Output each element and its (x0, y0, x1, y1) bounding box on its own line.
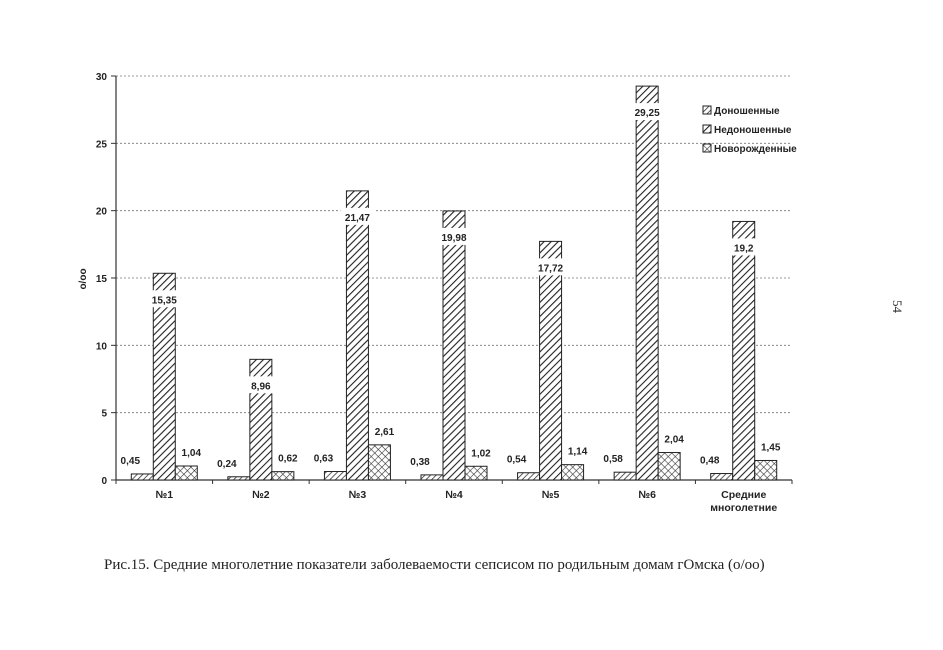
bar-diagonal-hatch (443, 211, 465, 480)
data-label: 1,14 (567, 446, 588, 458)
data-label: 0,38 (410, 456, 430, 468)
bar-fine-hatch (421, 475, 443, 480)
legend-label: Доношенные (714, 106, 780, 117)
category-label: №3 (348, 489, 367, 501)
category-label: №6 (638, 489, 656, 501)
figure-caption: Рис.15. Средние многолетние показатели заболеваемости сепсисом по родильным домам гОмска (о/оо) (104, 557, 765, 573)
data-label: 0,54 (506, 454, 527, 466)
data-label: 19,98 (441, 232, 467, 244)
data-label: 19,2 (733, 243, 754, 255)
legend-swatch (703, 144, 711, 152)
bar-crosshatch (658, 453, 680, 480)
category-label: №4 (445, 489, 463, 501)
legend-swatch (703, 125, 711, 133)
data-label: 0,24 (217, 458, 237, 470)
category-label: №5 (541, 489, 560, 501)
data-label: 17,72 (538, 263, 564, 275)
data-label: 0,48 (699, 455, 720, 467)
y-tick-label: 10 (95, 341, 107, 353)
bar-fine-hatch (228, 477, 250, 480)
category-label: №1 (155, 489, 174, 501)
data-label: 1,45 (760, 442, 781, 454)
bar-fine-hatch (131, 474, 153, 480)
bar-fine-hatch (711, 474, 733, 480)
bar-diagonal-hatch (540, 241, 562, 480)
bar-fine-hatch (518, 473, 540, 480)
bar-crosshatch (755, 460, 777, 480)
bar-fine-hatch (614, 472, 636, 480)
bar-crosshatch (562, 465, 584, 480)
y-tick-label: 0 (101, 476, 107, 487)
y-tick-label: 15 (95, 274, 107, 285)
page-number: 54 (890, 300, 905, 313)
bar-diagonal-hatch (636, 86, 658, 480)
bar-crosshatch (272, 472, 294, 480)
data-label: 0,63 (313, 453, 334, 465)
legend-label: Недоношенные (714, 125, 792, 136)
bars (131, 86, 776, 480)
bar-diagonal-hatch (733, 221, 755, 480)
data-label: 0,62 (278, 453, 298, 465)
data-label: 29,25 (634, 108, 660, 120)
data-label: 1,04 (181, 447, 202, 459)
category-label: Средние многолетние (710, 489, 778, 514)
bar-fine-hatch (324, 472, 346, 480)
bar-diagonal-hatch (346, 191, 368, 480)
y-tick-label: 30 (95, 72, 107, 83)
y-tick-label: 5 (101, 408, 107, 420)
data-label: 15,35 (151, 295, 177, 307)
data-label: 1,02 (471, 448, 491, 460)
y-axis-label: о/оо (78, 268, 89, 290)
legend-swatch (703, 106, 711, 114)
data-label: 2,04 (664, 434, 684, 446)
y-tick-label: 25 (95, 139, 107, 151)
bar-crosshatch (368, 445, 390, 480)
bar-crosshatch (465, 466, 487, 480)
legend-label: Новорожденные (714, 144, 797, 155)
y-tick-label: 20 (95, 206, 107, 218)
data-label: 21,47 (344, 212, 370, 224)
data-label: 0,58 (603, 454, 623, 466)
bar-crosshatch (175, 466, 197, 480)
data-label: 0,45 (120, 455, 141, 467)
data-label: 2,61 (374, 426, 395, 438)
data-label: 8,96 (251, 381, 271, 393)
category-label: №2 (252, 489, 270, 501)
legend (703, 106, 797, 155)
